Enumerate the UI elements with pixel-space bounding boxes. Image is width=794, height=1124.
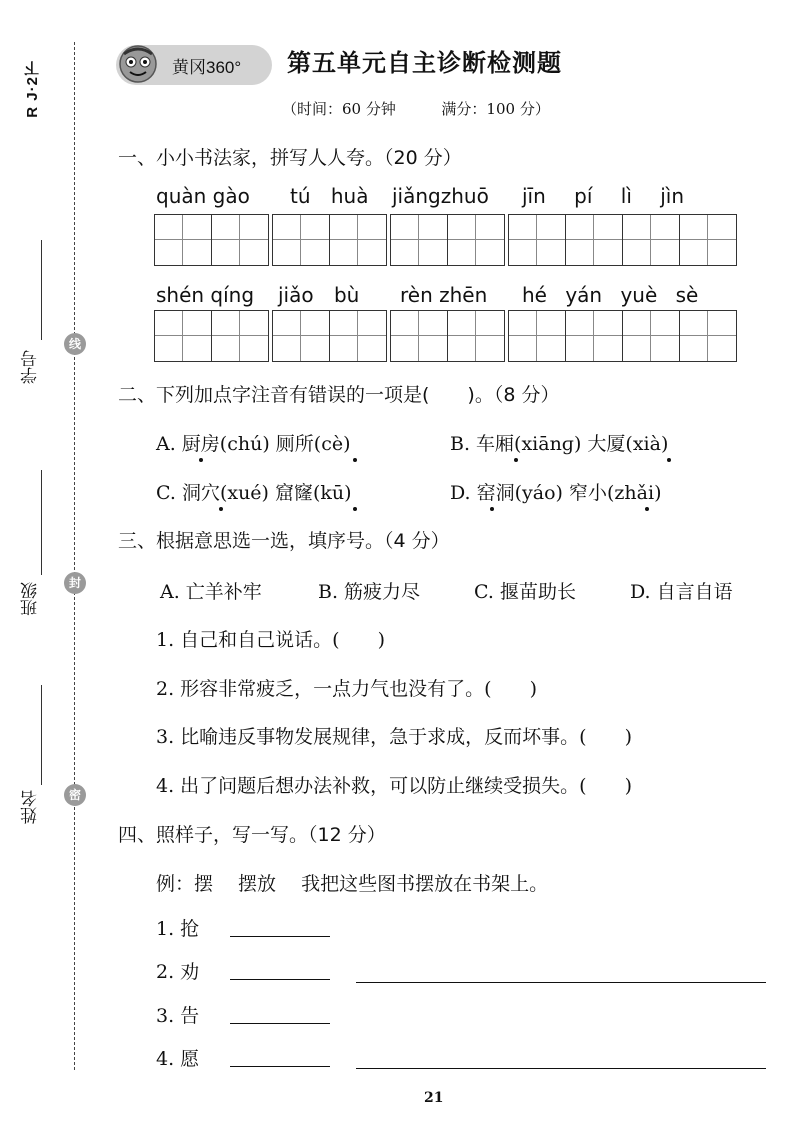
name-line bbox=[41, 685, 42, 785]
answer-blank[interactable] bbox=[230, 979, 330, 980]
section1-heading: 一、小小书法家，拼写人人夸。（20 分） bbox=[118, 147, 462, 169]
seal-seal: 封 bbox=[64, 572, 86, 594]
pinyin-2: tú huà bbox=[290, 184, 369, 208]
grid-box[interactable] bbox=[154, 310, 269, 362]
write-item-1: 1. 抢 bbox=[156, 918, 200, 940]
score-info: 满分：100 分） bbox=[441, 100, 550, 118]
mascot-icon bbox=[118, 44, 158, 84]
pinyin-3: jiǎngzhuō bbox=[392, 184, 489, 208]
grid-box[interactable] bbox=[272, 310, 387, 362]
emphasis-dot bbox=[667, 458, 671, 462]
answer-blank[interactable] bbox=[230, 1023, 330, 1024]
example-sentence: 例：摆 摆放 我把这些图书摆放在书架上。 bbox=[156, 873, 549, 895]
question-item[interactable]: 1. 自己和自己说话。( ) bbox=[156, 629, 385, 651]
answer-blank[interactable] bbox=[230, 1066, 330, 1067]
answer-blank[interactable] bbox=[230, 936, 330, 937]
idiom-c: C. 揠苗助长 bbox=[474, 581, 576, 603]
brand-text: 黄冈360° bbox=[172, 58, 242, 77]
idiom-b: B. 筋疲力尽 bbox=[318, 581, 421, 603]
pinyin-6: jiǎo bù bbox=[278, 283, 360, 307]
page-number: 21 bbox=[424, 1090, 444, 1106]
option-c[interactable]: C. 洞穴(xué) 窟窿(kū) bbox=[156, 482, 352, 504]
write-item-2: 2. 劝 bbox=[156, 961, 200, 983]
emphasis-dot bbox=[490, 507, 494, 511]
class-label: 班级 bbox=[21, 582, 40, 616]
section3-heading: 三、根据意思选一选，填序号。（4 分） bbox=[118, 530, 450, 552]
grid-box[interactable] bbox=[508, 214, 737, 266]
section4-heading: 四、照样子，写一写。（12 分） bbox=[118, 824, 386, 846]
grid-box[interactable] bbox=[390, 310, 505, 362]
grid-box[interactable] bbox=[390, 214, 505, 266]
grid-box[interactable] bbox=[272, 214, 387, 266]
write-item-3: 3. 告 bbox=[156, 1005, 200, 1027]
section2-heading: 二、下列加点字注音有错误的一项是( )。（8 分） bbox=[118, 384, 560, 406]
emphasis-dot bbox=[353, 507, 357, 511]
page-title: 第五单元自主诊断检测题 bbox=[287, 49, 562, 77]
emphasis-dot bbox=[514, 458, 518, 462]
question-item[interactable]: 4. 出了问题后想办法补救，可以防止继续受损失。( ) bbox=[156, 775, 632, 797]
seal-line: 线 bbox=[64, 333, 86, 355]
class-line bbox=[41, 470, 42, 575]
option-d[interactable]: D. 窑洞(yáo) 窄小(zhǎi) bbox=[450, 482, 662, 504]
write-item-4: 4. 愿 bbox=[156, 1048, 200, 1070]
exam-info bbox=[282, 98, 550, 119]
option-b[interactable]: B. 车厢(xiānɡ) 大厦(xià) bbox=[450, 433, 669, 455]
sentence-blank[interactable] bbox=[356, 982, 766, 983]
option-a[interactable]: A. 厨房(chú) 厕所(cè) bbox=[156, 433, 351, 455]
pinyin-5: shén qíng bbox=[156, 283, 255, 307]
emphasis-dot bbox=[645, 507, 649, 511]
sentence-blank[interactable] bbox=[356, 1068, 766, 1069]
student-no-label: 学号 bbox=[21, 350, 40, 384]
pinyin-7: rèn zhēn bbox=[400, 283, 488, 307]
pinyin-8: hé yán yuè sè bbox=[522, 283, 699, 307]
seal-secret: 密 bbox=[64, 784, 86, 806]
time-info: （时间：60 分钟 bbox=[282, 100, 396, 118]
grid-box[interactable] bbox=[508, 310, 737, 362]
pinyin-4: jīn pí lì jìn bbox=[522, 184, 685, 208]
pinyin-1: quàn gào bbox=[156, 184, 250, 208]
idiom-a: A. 亡羊补牢 bbox=[160, 581, 262, 603]
question-item[interactable]: 2. 形容非常疲乏，一点力气也没有了。( ) bbox=[156, 678, 537, 700]
cut-line bbox=[74, 42, 75, 1070]
edition-label: R J·2下 bbox=[24, 60, 41, 118]
emphasis-dot bbox=[353, 458, 357, 462]
name-label: 姓名 bbox=[21, 790, 40, 824]
grid-box[interactable] bbox=[154, 214, 269, 266]
idiom-d: D. 自言自语 bbox=[630, 581, 733, 603]
question-item[interactable]: 3. 比喻违反事物发展规律，急于求成，反而坏事。( ) bbox=[156, 726, 632, 748]
emphasis-dot bbox=[199, 458, 203, 462]
student-no-line bbox=[41, 240, 42, 340]
emphasis-dot bbox=[219, 507, 223, 511]
